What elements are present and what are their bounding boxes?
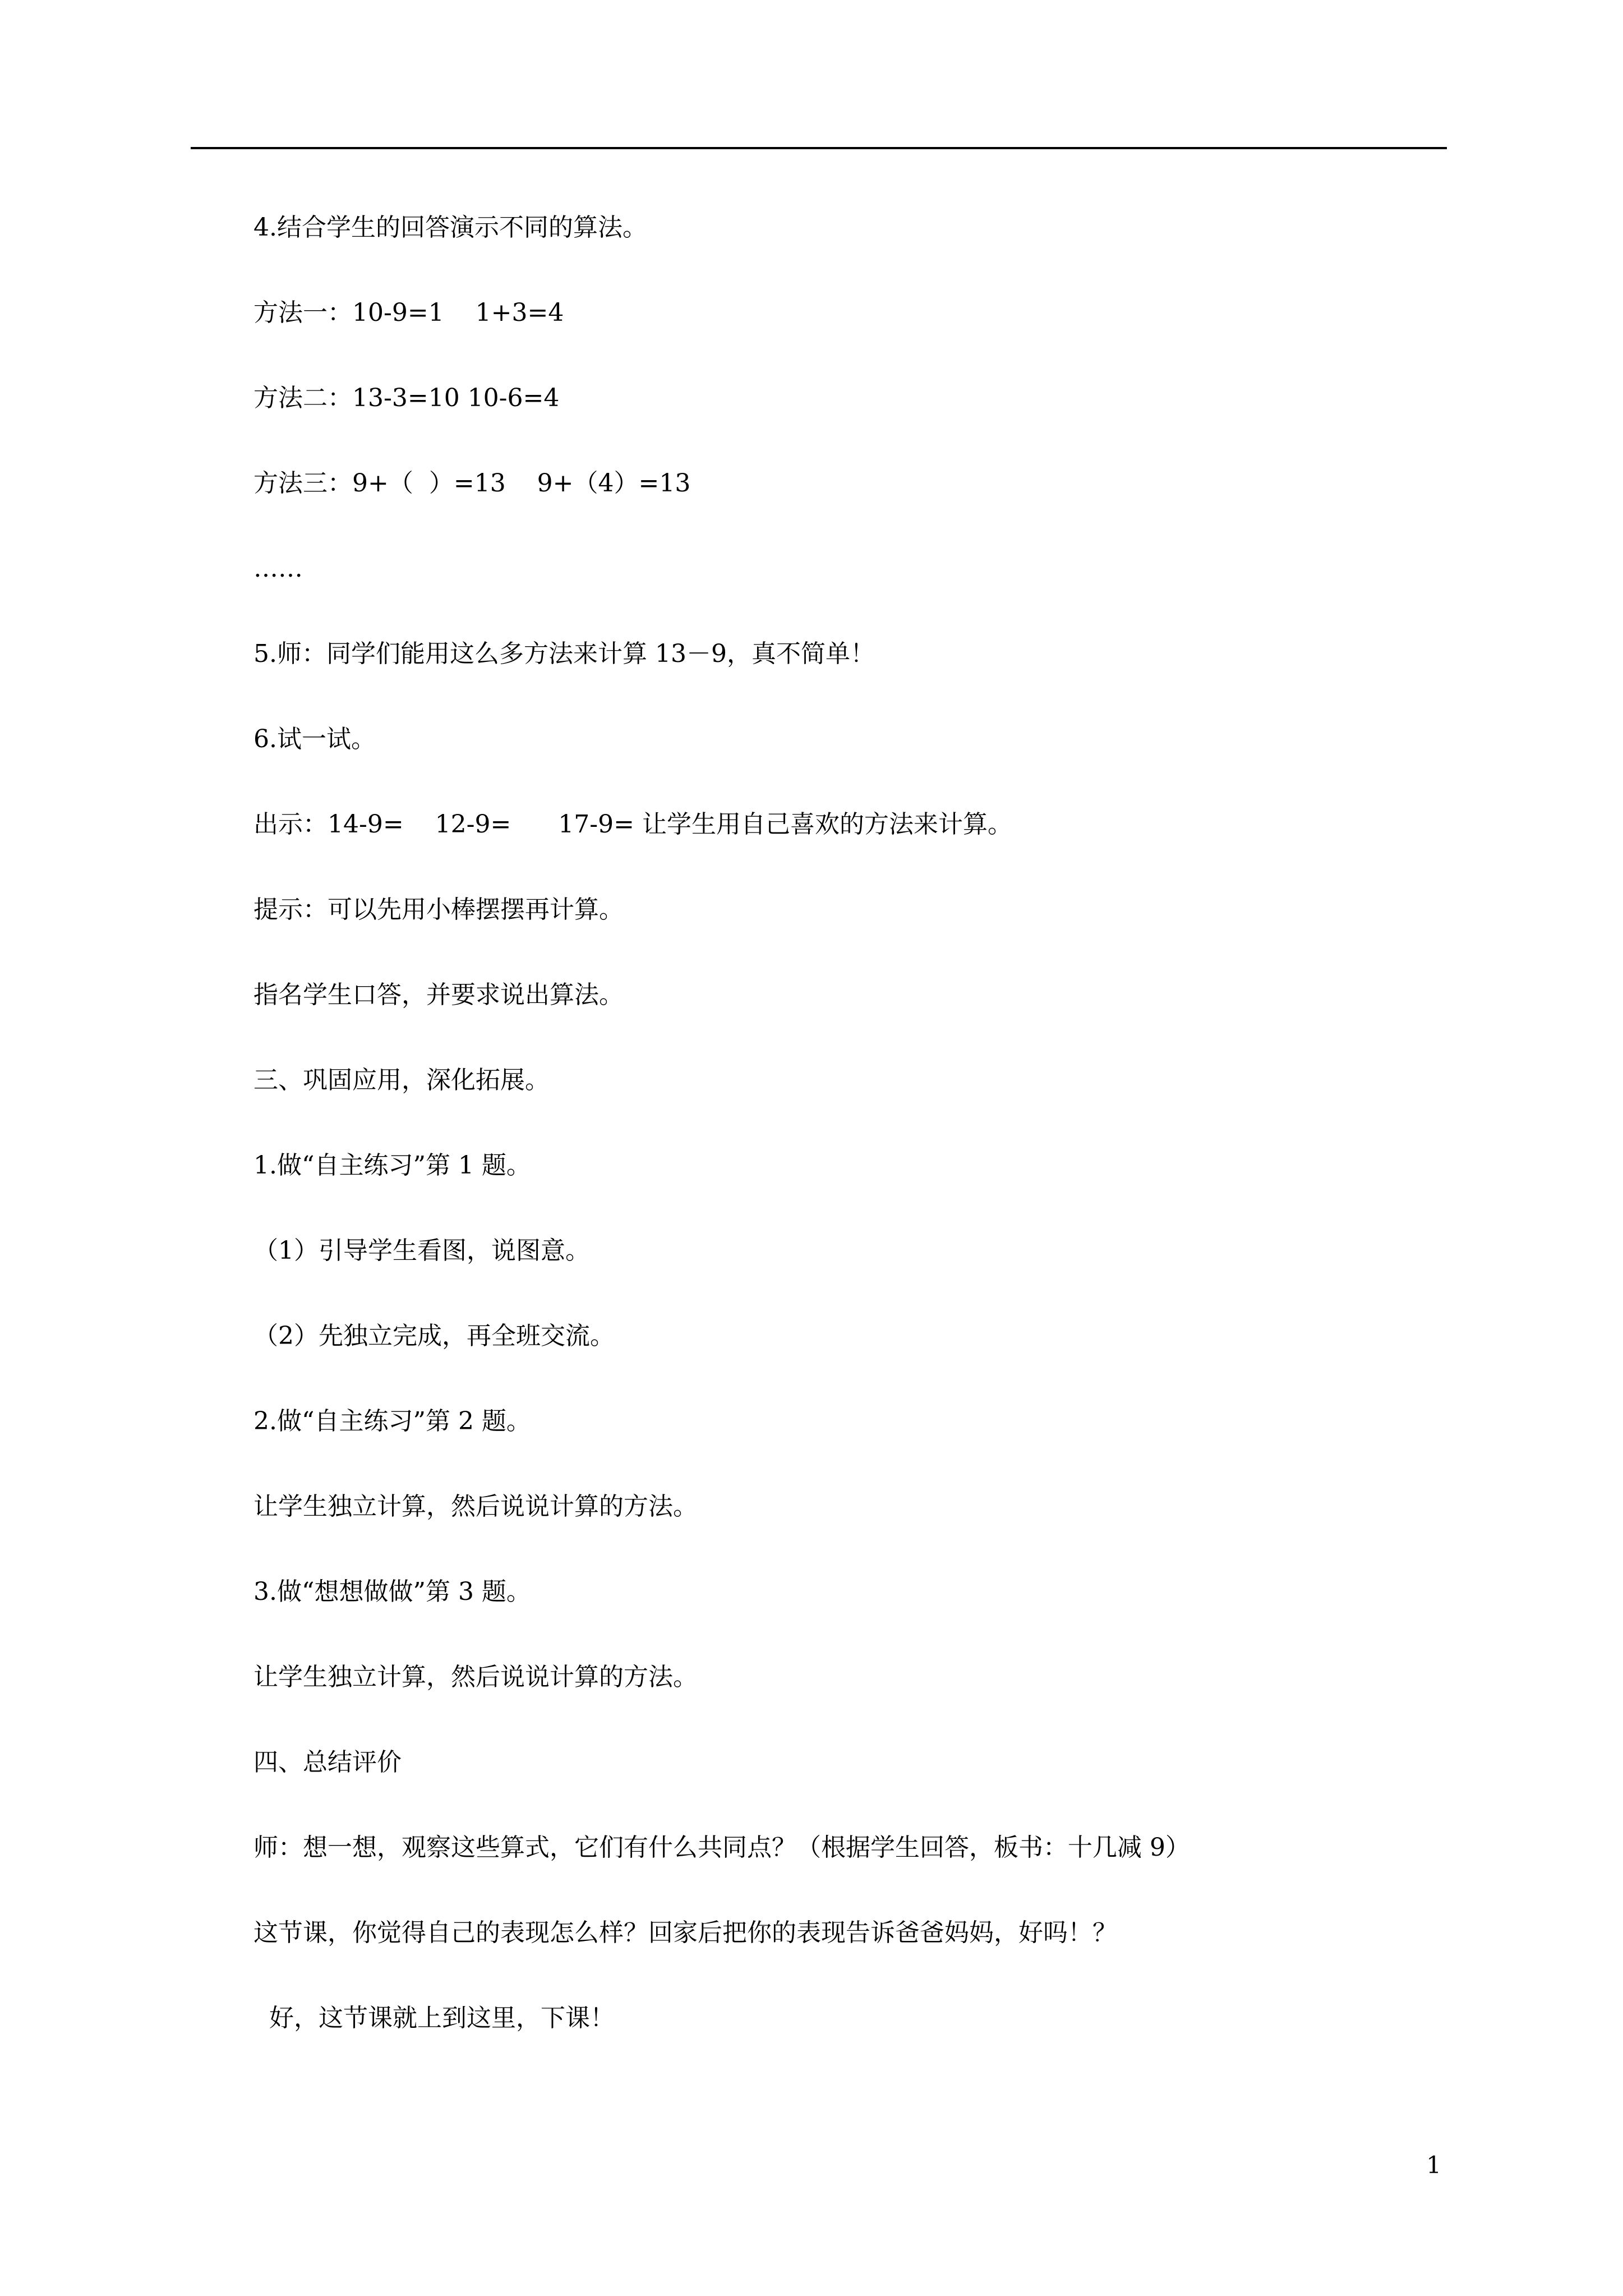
paragraph-self-evaluation: 这节课，你觉得自己的表现怎么样？回家后把你的表现告诉爸爸妈妈，好吗！？ [253, 1918, 1117, 1947]
paragraph-exercise-2-instruction: 让学生独立计算，然后说说计算的方法。 [253, 1492, 698, 1521]
paragraph-teacher-question: 师：想一想，观察这些算式，它们有什么共同点？（根据学生回答，板书：十几减 9） [253, 1833, 1190, 1862]
paragraph-hint: 提示：可以先用小棒摆摆再计算。 [253, 895, 624, 924]
paragraph-try-it: 6.试一试。 [253, 725, 376, 753]
paragraph-method-three: 方法三：9+（ ）=13 9+（4）=13 [253, 469, 691, 498]
paragraph-method-one: 方法一：10-9=1 1+3=4 [253, 298, 564, 327]
paragraph-oral-answer: 指名学生口答，并要求说出算法。 [253, 981, 624, 1009]
section-heading-consolidate: 三、巩固应用，深化拓展。 [253, 1066, 550, 1094]
paragraph-teacher-praise: 5.师：同学们能用这么多方法来计算 13－9，真不简单！ [253, 639, 875, 668]
paragraph-exercise-3-instruction: 让学生独立计算，然后说说计算的方法。 [253, 1663, 698, 1691]
paragraph-method-two: 方法二：13-3=10 10-6=4 [253, 384, 560, 412]
paragraph-exercise-3: 3.做“想想做做”第 3 题。 [253, 1577, 531, 1606]
document-body [253, 213, 1431, 2033]
paragraph-exercise-1: 1.做“自主练习”第 1 题。 [253, 1151, 531, 1180]
paragraph-closing: 好，这节课就上到这里，下课！ [253, 2004, 615, 2032]
paragraph-exercise-2: 2.做“自主练习”第 2 题。 [253, 1407, 531, 1435]
header-rule [191, 147, 1447, 149]
paragraph-exercise-1-step-1: （1）引导学生看图，说图意。 [253, 1236, 590, 1265]
paragraph-show-exercises: 出示：14-9= 12-9= 17-9= 让学生用自己喜欢的方法来计算。 [253, 810, 1012, 839]
paragraph-exercise-1-step-2: （2）先独立完成，再全班交流。 [253, 1322, 615, 1350]
paragraph-ellipsis: …… [253, 554, 303, 583]
page-number: 1 [1426, 2151, 1441, 2179]
section-heading-summary: 四、总结评价 [253, 1748, 402, 1777]
paragraph-demo-methods: 4.结合学生的回答演示不同的算法。 [253, 213, 647, 242]
